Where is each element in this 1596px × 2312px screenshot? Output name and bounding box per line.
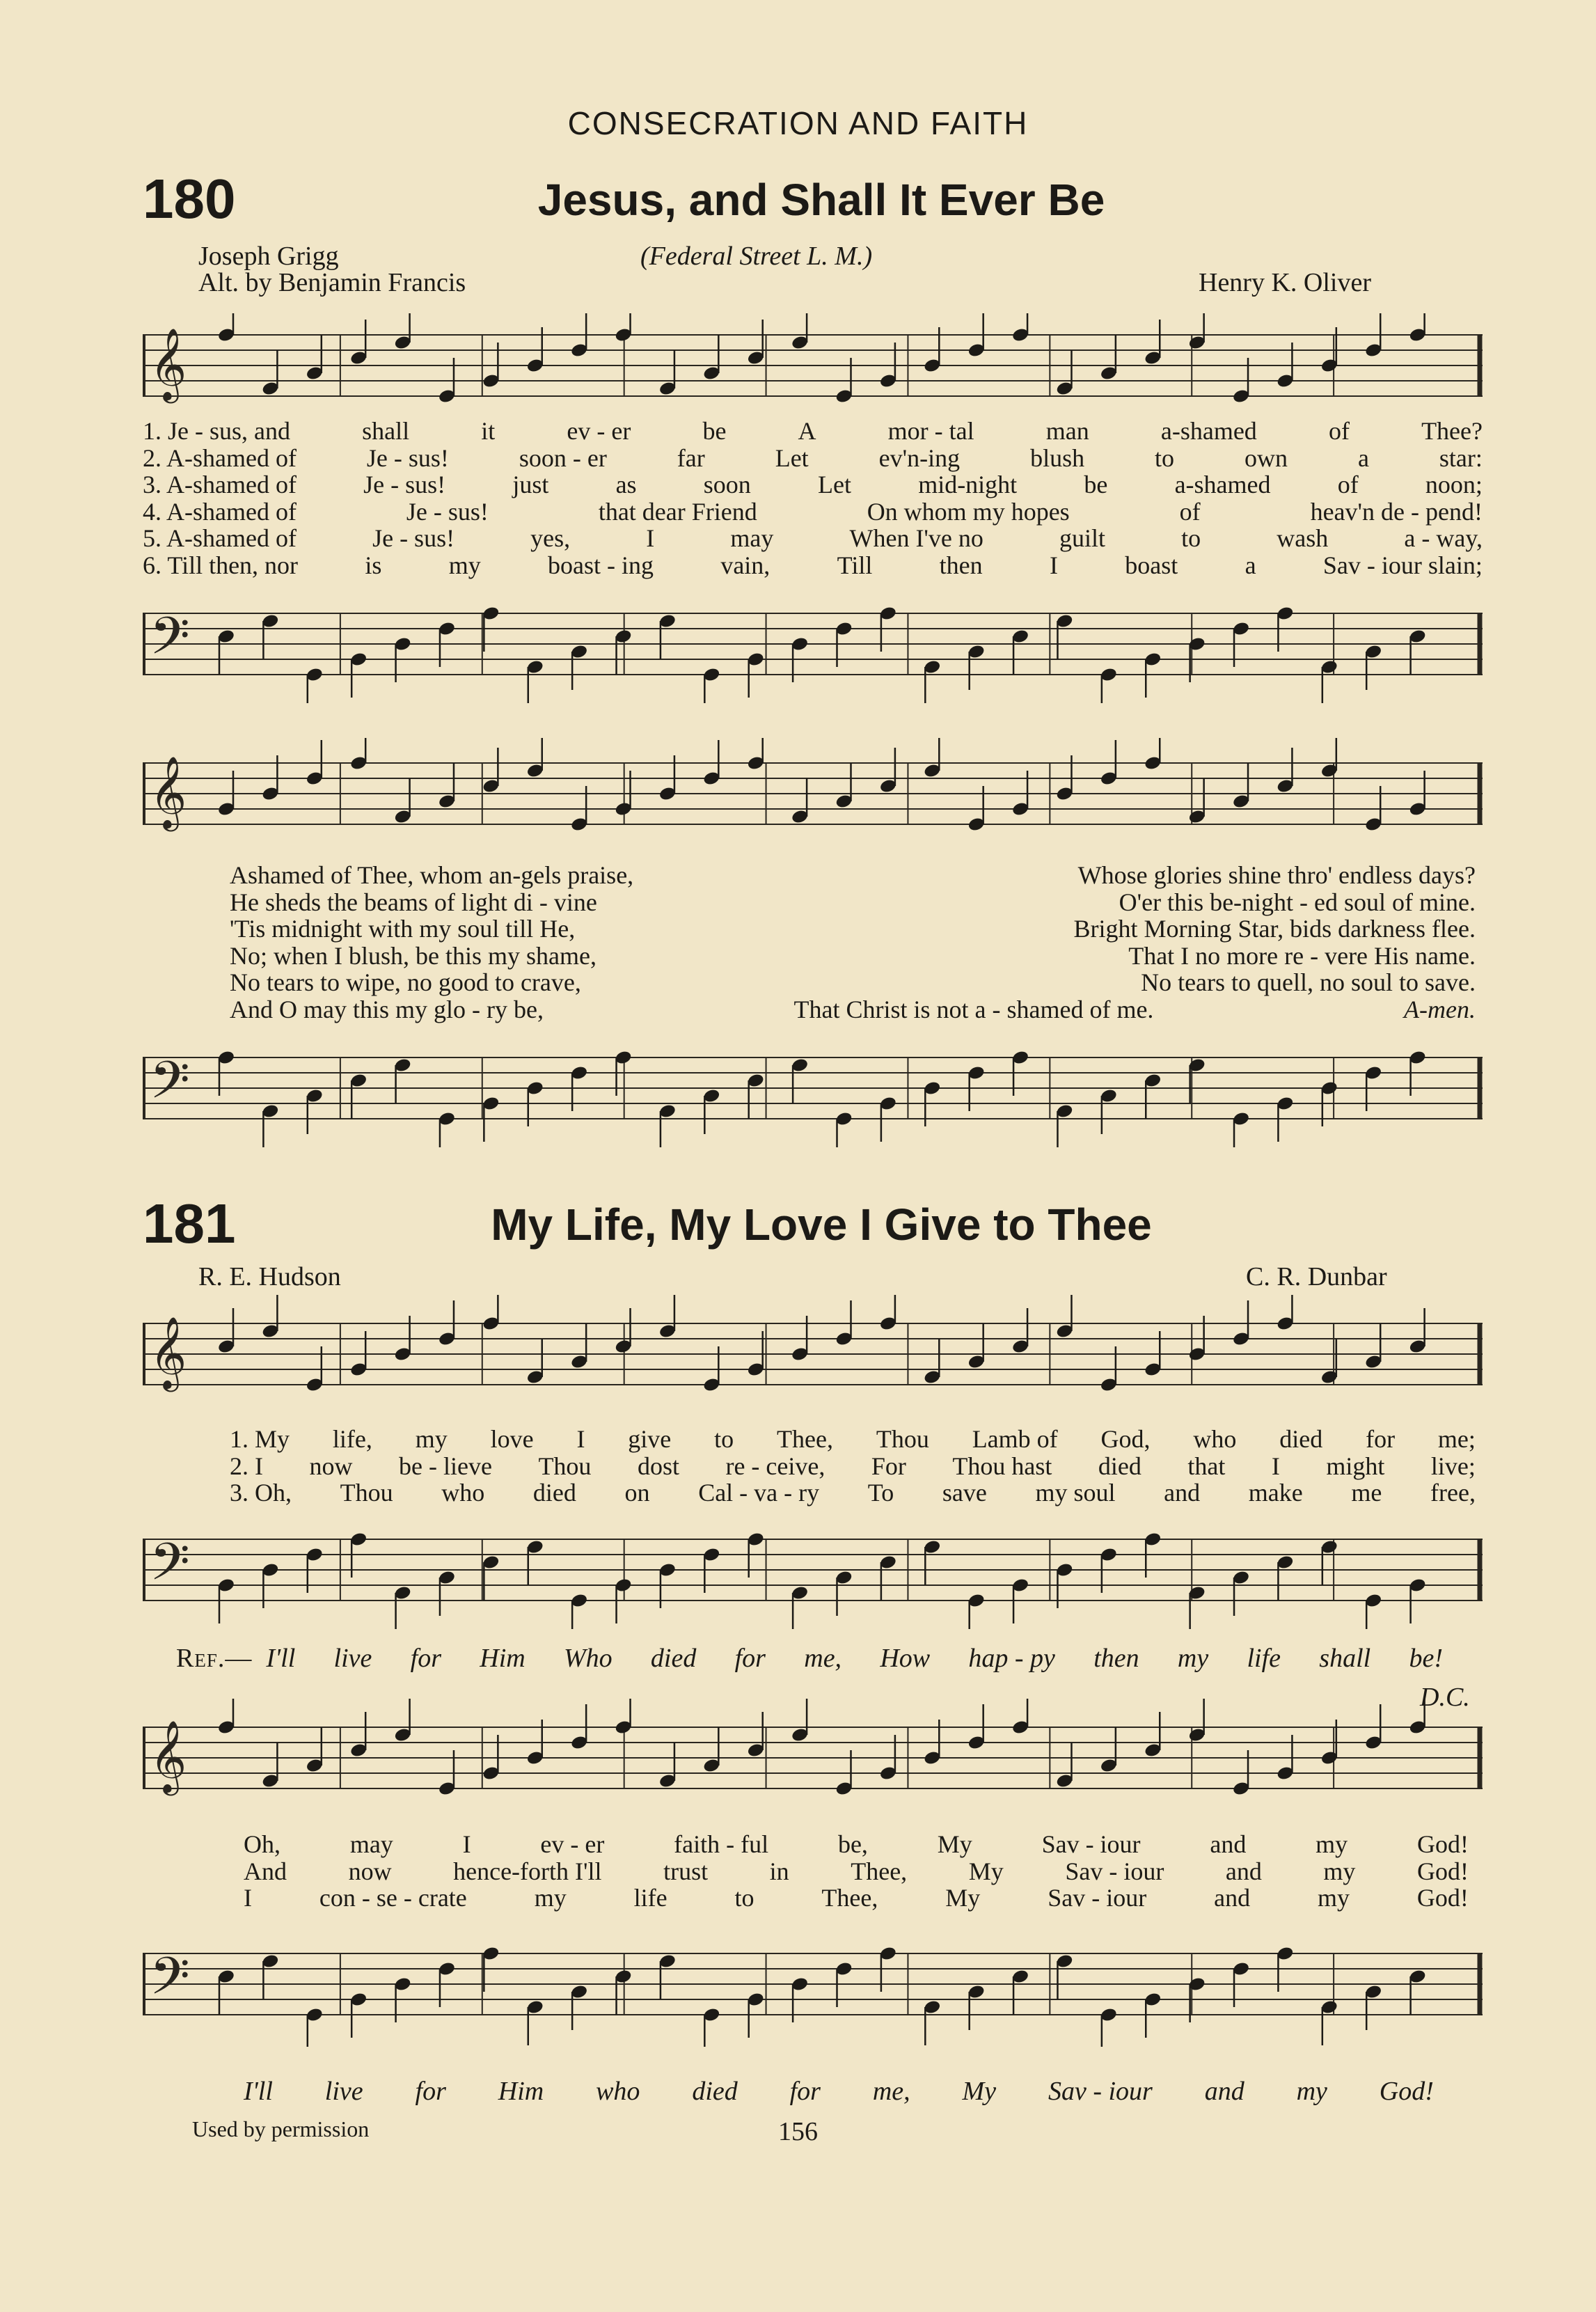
lyric-syllable: now [348, 1857, 392, 1885]
treble-staff [143, 738, 1483, 849]
lyric-syllable: Ashamed of Thee, whom an-gels praise, [230, 861, 634, 889]
refrain-word: I'll [244, 2077, 273, 2106]
lyric-syllable: 2. A-shamed of [143, 443, 297, 472]
lyric-syllable: 3. A-shamed of [143, 471, 297, 498]
lyric-syllable: on [624, 1479, 650, 1507]
lyric-syllable: 4. A-shamed of [143, 497, 297, 526]
lyric-syllable: may [730, 524, 774, 552]
lyric-syllable: my [1323, 1857, 1356, 1885]
lyric-syllable: A [798, 417, 816, 445]
lyric-syllable: No; when I blush, be this my shame, [230, 941, 596, 970]
refrain-word: I'll [266, 1644, 296, 1673]
hymn-title: My Life, My Love I Give to Thee [491, 1200, 1152, 1250]
lyric-syllable: Bright Morning Star, bids darkness flee. [1073, 915, 1476, 943]
lyric-syllable: be, [837, 1830, 868, 1858]
lyric-line [230, 996, 1476, 1023]
lyric-syllable: to [714, 1425, 734, 1453]
lyric-syllable: noon; [1425, 471, 1483, 498]
refrain-word: for [789, 2077, 821, 2106]
lyric-syllable: Till [837, 551, 873, 579]
refrain-word: shall [1319, 1644, 1371, 1673]
lyric-syllable: save [942, 1479, 987, 1507]
lyric-syllable: soon - er [519, 443, 607, 472]
lyric-syllable: may [349, 1830, 393, 1858]
lyric-syllable: boast [1125, 551, 1178, 579]
lyric-syllable: Cal - va - ry [698, 1479, 820, 1507]
lyric-syllable: God! [1417, 1857, 1469, 1885]
lyric-syllable: Je - sus! [366, 443, 449, 472]
permission-note: Used by permission [192, 2116, 370, 2141]
lyric-syllable: my [448, 551, 481, 579]
lyric-line [143, 525, 1483, 552]
bass-staff [143, 585, 1483, 703]
lyric-syllable: wash [1277, 524, 1329, 552]
lyric-syllable: No tears to wipe, no good to crave, [230, 968, 581, 996]
lyric-syllable: my [1317, 1884, 1350, 1912]
lyric-syllable: be - lieve [399, 1452, 492, 1480]
refrain-word: live [333, 1644, 372, 1673]
lyric-syllable: God! [1416, 1830, 1469, 1858]
lyric-line [230, 889, 1476, 916]
lyric-syllable: Thee, [821, 1884, 878, 1912]
lyric-syllable: My [968, 1857, 1004, 1885]
refrain-word: for [410, 1644, 442, 1673]
music-staff-system [143, 1921, 1483, 2047]
amen-text: A-men. [1404, 995, 1476, 1023]
refrain-word: died [650, 1644, 697, 1673]
lyric-syllable: a [1245, 551, 1256, 579]
lyric-syllable: My [945, 1884, 981, 1912]
refrain-word: died [692, 2077, 738, 2106]
lyric-syllable: soon [703, 471, 751, 498]
hymn-title: Jesus, and Shall It Ever Be [537, 175, 1105, 225]
bass-clef-icon: 𝄢 [150, 1050, 190, 1124]
refrain-word: my [1296, 2077, 1327, 2106]
lyric-syllable: That Christ is not a - shamed of me. [793, 995, 1154, 1023]
lyric-syllable: live; [1430, 1452, 1476, 1480]
lyric-syllable: 2. I [230, 1452, 263, 1480]
lyric-syllable: dost [637, 1452, 679, 1480]
bass-clef-icon: 𝄢 [150, 606, 190, 679]
lyric-syllable: Je - sus! [363, 471, 446, 498]
lyric-syllable: of [1179, 497, 1201, 526]
lyric-syllable: that [1187, 1452, 1226, 1480]
music-staff-system [143, 738, 1483, 849]
lyrics-block [244, 1831, 1469, 1912]
lyric-line [244, 1858, 1469, 1885]
refrain-word: Sav - iour [1048, 2077, 1153, 2106]
lyric-line [244, 1885, 1469, 1912]
refrain-word: How [880, 1644, 931, 1673]
lyrics-block [230, 1426, 1476, 1507]
lyric-syllable: Thee, [851, 1857, 908, 1885]
lyric-syllable: a-shamed [1160, 417, 1257, 445]
lyric-syllable: con - se - crate [319, 1884, 467, 1912]
section-title: CONSECRATION AND FAITH [567, 105, 1029, 141]
lyric-syllable: O'er this be-night - ed soul of mine. [1119, 888, 1476, 916]
lyric-syllable: Je - sus! [372, 524, 455, 552]
lyric-syllable: I [646, 524, 655, 552]
treble-clef-icon: 𝄞 [150, 755, 187, 829]
refrain-word: My [962, 2077, 997, 2106]
refrain-word: then [1093, 1644, 1139, 1673]
da-capo-mark: D.C. [1420, 1683, 1470, 1712]
lyric-syllable: life, [332, 1425, 372, 1453]
lyric-syllable: a [1357, 443, 1369, 472]
lyric-syllable: When I've no [849, 524, 983, 552]
lyric-syllable: ev'n-ing [878, 443, 961, 472]
lyric-syllable: life [633, 1884, 667, 1912]
lyric-syllable: be [702, 417, 727, 445]
lyric-syllable: God, [1100, 1425, 1151, 1453]
lyric-syllable: own [1245, 443, 1288, 472]
lyric-line [230, 969, 1476, 996]
lyrics-block [143, 418, 1483, 579]
music-staff-system [143, 1699, 1483, 1817]
lyric-syllable: then [939, 551, 983, 579]
lyric-syllable: love [490, 1425, 534, 1453]
hymn-composer: Henry K. Oliver [1199, 268, 1371, 297]
lyric-syllable: to [1155, 443, 1175, 472]
lyric-syllable: vain, [720, 551, 771, 579]
refrain-word: my [1177, 1644, 1209, 1673]
lyric-line [244, 1831, 1469, 1858]
lyric-syllable: just [512, 471, 549, 498]
lyric-syllable: me [1351, 1479, 1382, 1507]
lyric-syllable: mid-night [918, 471, 1018, 498]
lyric-line [230, 1479, 1476, 1507]
refrain-word: Who [564, 1644, 613, 1673]
lyric-syllable: re - ceive, [725, 1452, 825, 1480]
lyric-syllable: Sav - iour [1048, 1884, 1147, 1912]
lyric-syllable: might [1326, 1452, 1385, 1480]
lyric-line [230, 1453, 1476, 1480]
lyric-syllable: a-shamed [1174, 471, 1271, 498]
lyric-syllable: Thou [340, 1479, 393, 1507]
lyric-syllable: my [415, 1425, 448, 1453]
lyric-syllable: ev - er [567, 417, 631, 445]
lyric-syllable: to [1181, 524, 1201, 552]
lyric-line [143, 552, 1483, 579]
music-staff-system [143, 1295, 1483, 1413]
lyric-syllable: died [1279, 1425, 1323, 1453]
refrain-word: be! [1409, 1644, 1443, 1673]
bass-staff [143, 1029, 1483, 1147]
lyric-syllable: 3. Oh, [230, 1479, 292, 1507]
lyric-syllable: I [462, 1830, 471, 1858]
lyric-syllable: blush [1030, 443, 1085, 472]
lyric-syllable: God! [1416, 1884, 1469, 1912]
lyric-syllable: On whom my hopes [867, 497, 1070, 526]
lyric-syllable: make [1248, 1479, 1303, 1507]
lyric-syllable: 6. Till then, nor [143, 551, 299, 579]
music-staff-system [143, 1029, 1483, 1147]
lyric-syllable: for [1366, 1425, 1396, 1453]
lyric-syllable: that dear Friend [598, 497, 757, 526]
lyric-syllable: my soul [1035, 1479, 1116, 1507]
lyric-syllable: I [576, 1425, 585, 1453]
refrain-word: me, [872, 2077, 910, 2106]
lyric-syllable: boast - ing [548, 551, 654, 579]
refrain-word: Him [480, 1644, 526, 1673]
refrain-prefix: Ref.— [176, 1644, 253, 1673]
lyric-syllable: And [244, 1857, 287, 1885]
lyric-line [143, 471, 1483, 498]
refrain-line [176, 1643, 1443, 1674]
lyric-syllable: is [365, 551, 382, 579]
lyric-syllable: Sav - iour [1065, 1857, 1164, 1885]
lyric-syllable: as [615, 471, 637, 498]
refrain-word: me, [804, 1644, 842, 1673]
lyric-syllable: And O may this my glo - ry be, [230, 995, 544, 1023]
treble-staff [143, 313, 1483, 418]
lyric-syllable: give [628, 1425, 672, 1453]
refrain-word: who [596, 2077, 640, 2106]
lyric-syllable: No tears to quell, no soul to save. [1141, 968, 1476, 996]
lyric-syllable: heav'n de - pend! [1310, 497, 1483, 526]
lyric-line [143, 445, 1483, 472]
lyric-syllable: of [1328, 417, 1350, 445]
treble-staff [143, 1699, 1483, 1817]
lyric-syllable: Thee, [777, 1425, 833, 1453]
lyric-syllable: far [677, 443, 705, 472]
lyric-syllable: yes, [530, 524, 571, 552]
lyric-syllable: my [1315, 1830, 1348, 1858]
lyric-syllable: 'Tis midnight with my soul till He, [230, 915, 576, 943]
lyric-syllable: me; [1437, 1425, 1476, 1453]
lyric-syllable: Thee? [1421, 417, 1483, 445]
lyric-line [230, 943, 1476, 970]
lyric-syllable: Sav - iour slain; [1322, 551, 1483, 579]
treble-staff [143, 1295, 1483, 1413]
refrain-word: live [324, 2077, 363, 2106]
refrain-word: for [415, 2077, 446, 2106]
lyric-syllable: star: [1439, 443, 1483, 472]
lyric-syllable: Let [818, 471, 851, 498]
lyric-syllable: Thou [538, 1452, 592, 1480]
music-staff-system [143, 1511, 1483, 1629]
lyric-syllable: 1. Je - sus, and [143, 417, 290, 445]
lyric-syllable: and [1214, 1884, 1251, 1912]
refrain-words [266, 1643, 1443, 1674]
lyric-syllable: I [1271, 1452, 1280, 1480]
lyric-syllable: be [1084, 471, 1108, 498]
lyric-line [230, 1426, 1476, 1453]
lyric-syllable: guilt [1059, 524, 1106, 552]
tune-name: (Federal Street L. M.) [640, 242, 873, 271]
lyric-line [143, 498, 1483, 526]
hymn-composer: C. R. Dunbar [1246, 1262, 1387, 1291]
lyric-syllable: mor - tal [887, 417, 974, 445]
lyric-syllable: ev - er [540, 1830, 605, 1858]
lyric-syllable: Whose glories shine thro' endless days? [1077, 861, 1476, 889]
bass-staff [143, 1921, 1483, 2047]
lyric-syllable: He sheds the beams of light di - vine [230, 888, 597, 916]
lyric-syllable: My [937, 1830, 972, 1858]
lyric-syllable: trust [663, 1857, 709, 1885]
lyric-syllable: Je - sus! [406, 497, 489, 526]
lyric-syllable: free, [1430, 1479, 1476, 1507]
lyric-syllable: in [769, 1857, 789, 1885]
refrain-line [244, 2076, 1434, 2107]
lyric-syllable: faith - ful [674, 1830, 769, 1858]
lyric-syllable: who [441, 1479, 485, 1507]
lyric-syllable: now [309, 1452, 353, 1480]
refrain-word: God! [1379, 2077, 1434, 2106]
lyric-syllable: For [871, 1452, 906, 1480]
lyric-syllable: Thou hast [952, 1452, 1052, 1480]
lyric-syllable: died [1098, 1452, 1141, 1480]
hymn-number: 180 [143, 168, 236, 230]
bass-clef-icon: 𝄢 [150, 1946, 190, 2020]
lyric-syllable: to [734, 1884, 754, 1912]
lyric-syllable: Oh, [244, 1830, 281, 1858]
bass-clef-icon: 𝄢 [150, 1532, 190, 1605]
music-staff-system [143, 585, 1483, 703]
refrain-word: for [734, 1644, 766, 1673]
lyric-syllable: of [1337, 471, 1359, 498]
lyric-syllable: and [1164, 1479, 1201, 1507]
hymn-number: 181 [143, 1193, 236, 1255]
lyric-syllable: and [1210, 1830, 1247, 1858]
lyric-syllable: a - way, [1404, 524, 1483, 552]
lyric-syllable: died [532, 1479, 576, 1507]
lyric-syllable: shall [362, 417, 410, 445]
treble-clef-icon: 𝄞 [150, 1720, 187, 1793]
lyric-syllable: who [1193, 1425, 1237, 1453]
bass-staff [143, 1511, 1483, 1629]
lyric-syllable: 5. A-shamed of [143, 524, 297, 552]
lyric-syllable: Thou [876, 1425, 929, 1453]
hymn-author: Joseph Grigg [198, 242, 339, 271]
hymn-author: R. E. Hudson [198, 1262, 341, 1291]
treble-clef-icon: 𝄞 [150, 1316, 187, 1390]
lyric-syllable: Sav - iour [1041, 1830, 1141, 1858]
lyric-syllable: That I no more re - vere His name. [1128, 941, 1476, 970]
lyrics-block [230, 862, 1476, 1023]
lyric-syllable: I [1049, 551, 1058, 579]
lyric-line [230, 862, 1476, 889]
hymn-alteration: Alt. by Benjamin Francis [198, 268, 466, 297]
lyric-syllable: hence-forth I'll [453, 1857, 602, 1885]
lyric-syllable: my [534, 1884, 567, 1912]
lyric-syllable: it [481, 417, 496, 445]
lyric-syllable: To [867, 1479, 894, 1507]
refrain-word: hap - py [968, 1644, 1055, 1673]
lyric-line [230, 915, 1476, 943]
refrain-word: and [1204, 2077, 1245, 2106]
treble-clef-icon: 𝄞 [150, 327, 187, 401]
lyric-syllable: I [244, 1884, 252, 1912]
lyric-syllable: 1. My [230, 1425, 290, 1453]
lyric-syllable: man [1045, 417, 1089, 445]
lyric-syllable: Let [775, 443, 809, 472]
refrain-word: Him [498, 2077, 544, 2106]
lyric-syllable: and [1225, 1857, 1262, 1885]
music-staff-system [143, 313, 1483, 418]
lyric-syllable: Lamb of [972, 1425, 1058, 1453]
page-number: 156 [778, 2117, 818, 2146]
lyric-line [143, 418, 1483, 445]
refrain-word: life [1247, 1644, 1281, 1673]
